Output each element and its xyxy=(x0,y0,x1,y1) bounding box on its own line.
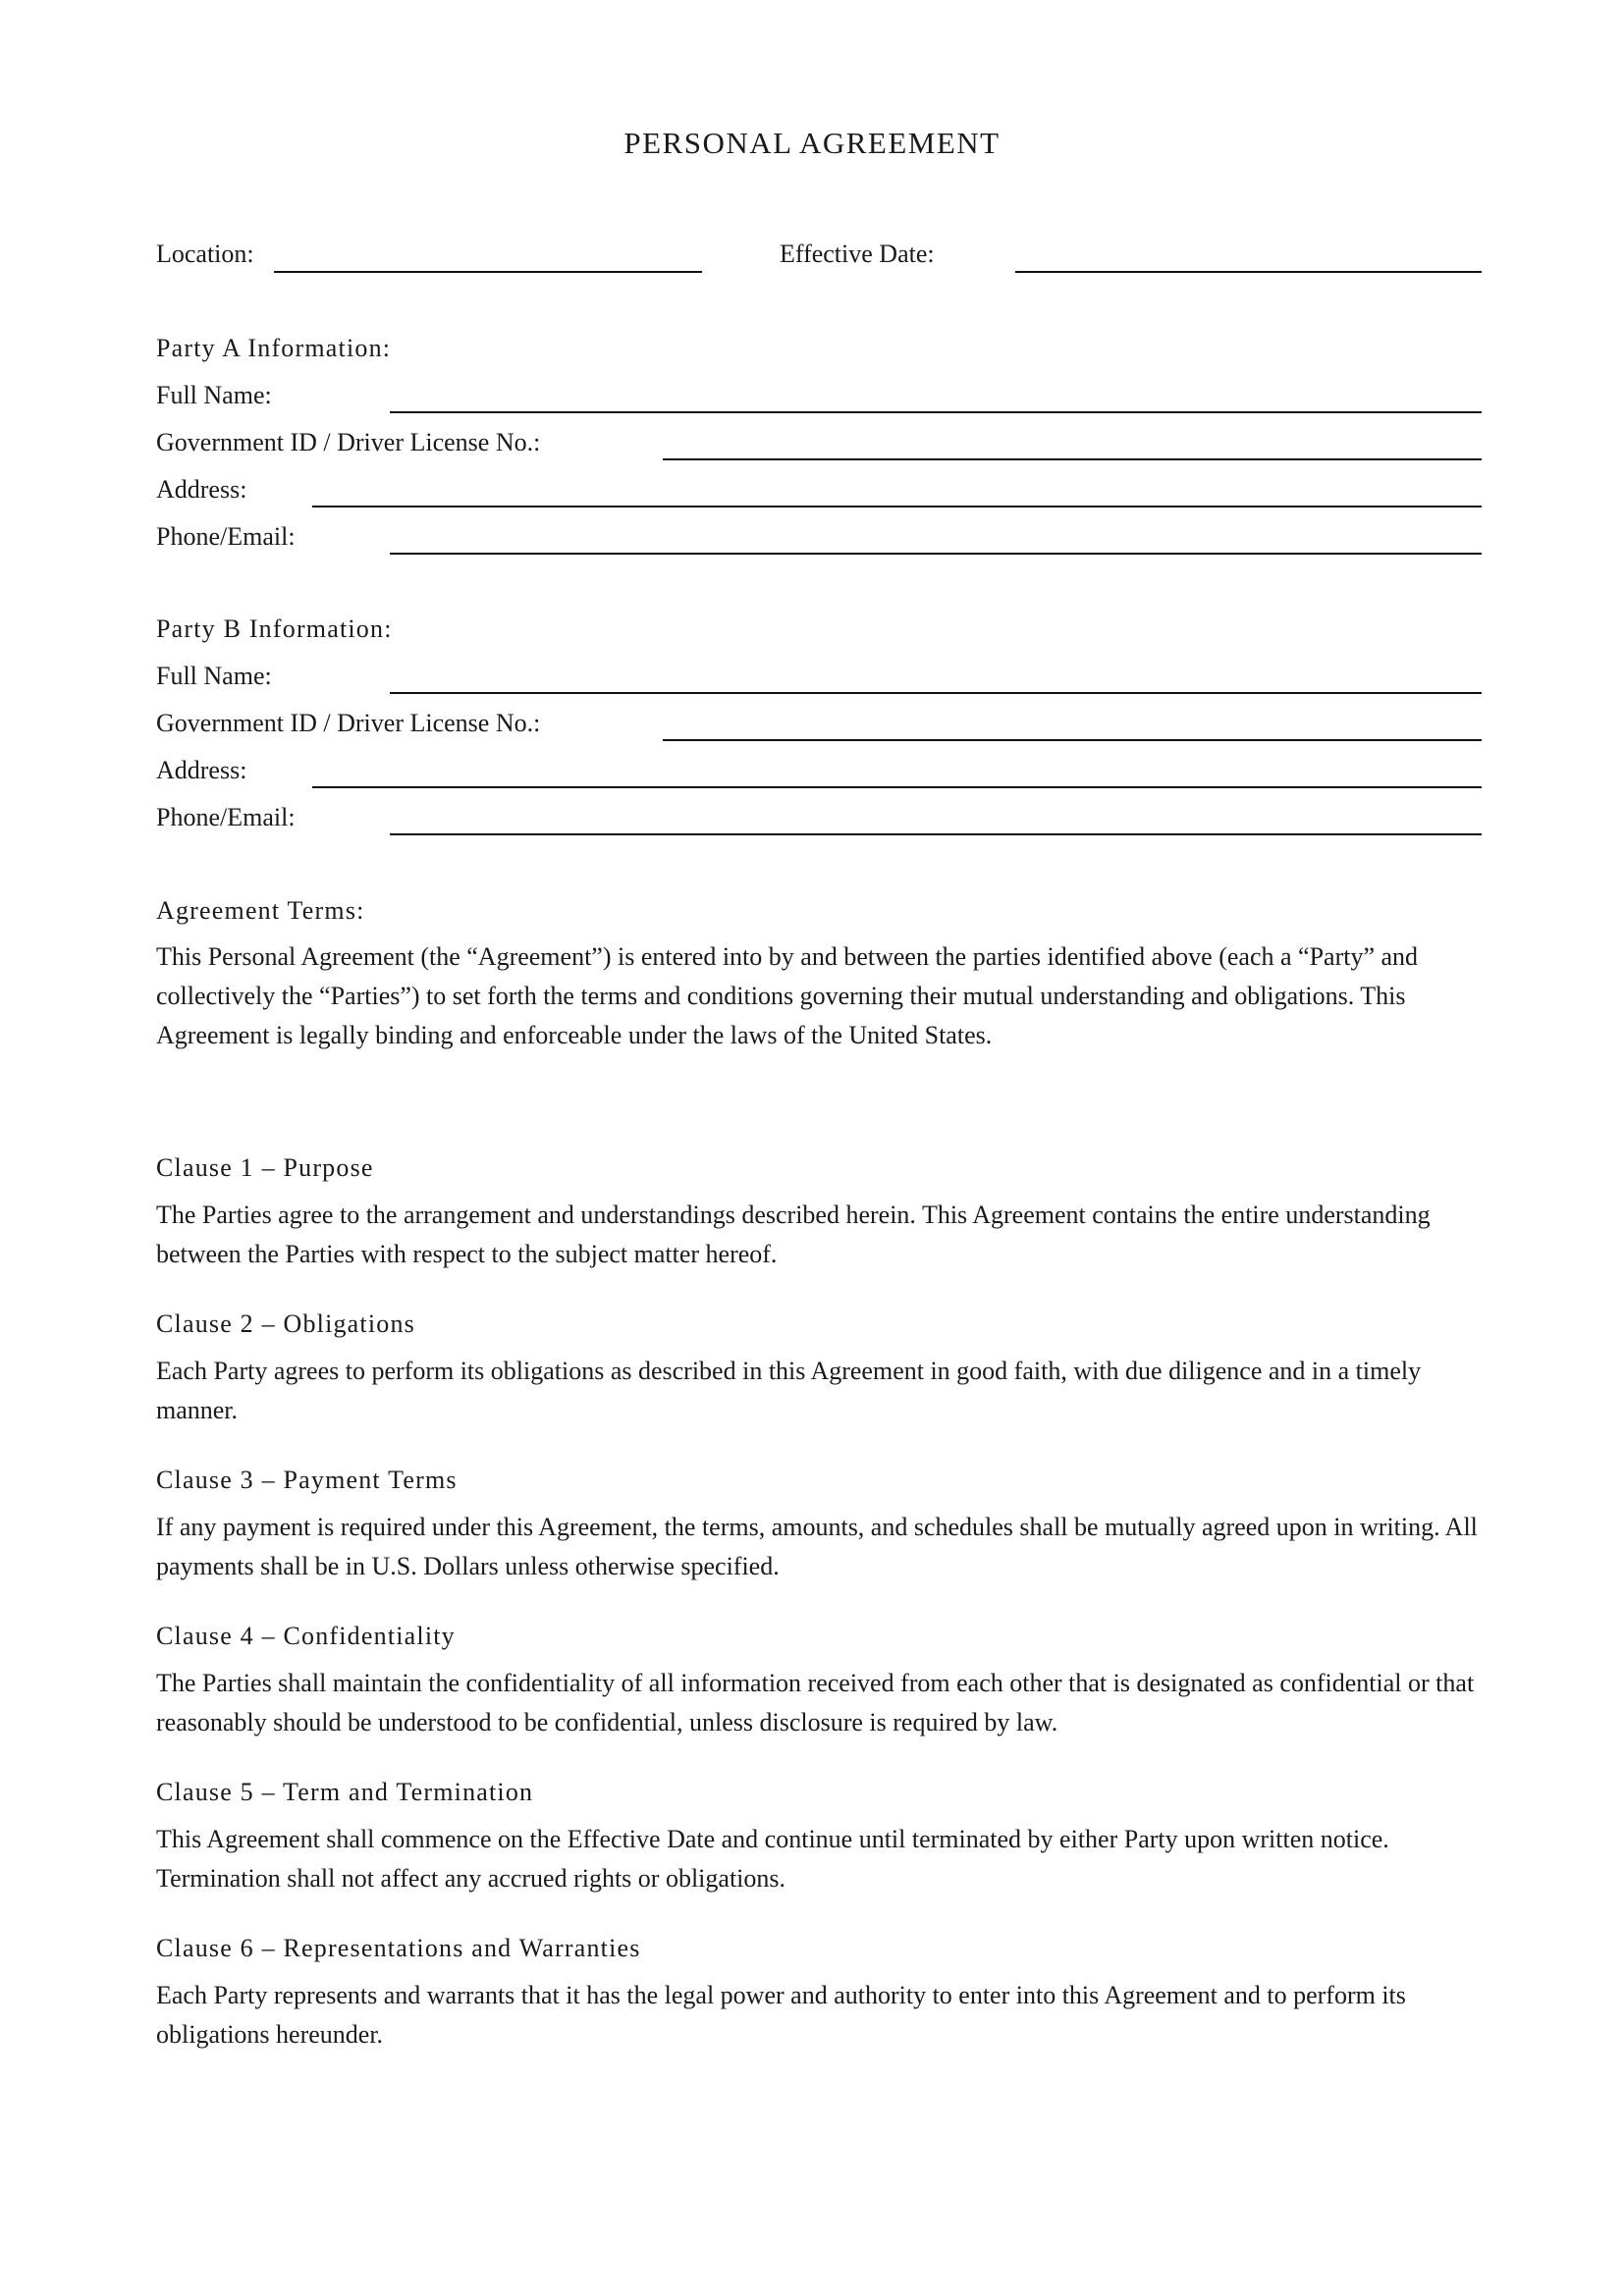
party-a-heading: Party A Information: xyxy=(156,334,392,362)
clause-1-heading: Clause 1 – Purpose xyxy=(156,1153,374,1182)
page-title: PERSONAL AGREEMENT xyxy=(623,126,1001,160)
clause-4-text: The Parties shall maintain the confidentiality of all information received from each other that is designated as confidential or that reasonably should be understood to be confidential, unless disclosure is required by law. xyxy=(156,1669,1475,1736)
location-field[interactable] xyxy=(274,271,702,273)
party-a-phone-email-label: Phone/Email: xyxy=(156,522,296,551)
party-a-full-name-field[interactable] xyxy=(390,411,1482,413)
clause-2-text: Each Party agrees to perform its obligations as described in this Agreement in good faith, with due diligence and in a timely manner. xyxy=(156,1357,1422,1424)
party-b-phone-email-field[interactable] xyxy=(390,833,1482,835)
party-b-full-name-label: Full Name: xyxy=(156,662,272,690)
party-b-phone-email-label: Phone/Email: xyxy=(156,803,296,831)
party-b-gov-id-field[interactable] xyxy=(663,739,1482,741)
party-b-heading: Party B Information: xyxy=(156,614,393,643)
effective-date-label: Effective Date: xyxy=(780,240,935,268)
party-a-phone-email-field[interactable] xyxy=(390,553,1482,555)
party-b-gov-id-label: Government ID / Driver License No.: xyxy=(156,709,541,737)
party-a-gov-id-label: Government ID / Driver License No.: xyxy=(156,428,541,456)
effective-date-field[interactable] xyxy=(1015,271,1482,273)
party-b-address-label: Address: xyxy=(156,756,247,784)
location-label: Location: xyxy=(156,240,254,268)
clause-2-heading: Clause 2 – Obligations xyxy=(156,1309,415,1338)
party-a-full-name-label: Full Name: xyxy=(156,381,272,409)
clause-6-heading: Clause 6 – Representations and Warranties xyxy=(156,1934,641,1962)
party-a-address-label: Address: xyxy=(156,475,247,504)
agreement-terms-heading: Agreement Terms: xyxy=(156,896,365,925)
clause-5-heading: Clause 5 – Term and Termination xyxy=(156,1778,534,1806)
clause-4-heading: Clause 4 – Confidentiality xyxy=(156,1622,456,1650)
clause-5-text: This Agreement shall commence on the Effective Date and continue until terminated by either Party upon written notice. Termination shall not affect any accrued rights or obligations. xyxy=(156,1825,1389,1893)
clause-1-text: The Parties agree to the arrangement and understandings described herein. This Agreement contains the entire understanding between the Parties with respect to the subject matter hereof. xyxy=(156,1201,1431,1268)
party-a-address-field[interactable] xyxy=(312,506,1482,507)
party-b-full-name-field[interactable] xyxy=(390,692,1482,694)
agreement-terms-text: This Personal Agreement (the “Agreement”) is entered into by and between the parties identified above (each a “Party” and collectively the “Parties”) to set forth the terms and conditions governing their mutual understanding and obligations. This Agreement is legally binding and enforceable under the laws of the United States. xyxy=(156,942,1419,1049)
clause-3-heading: Clause 3 – Payment Terms xyxy=(156,1466,458,1494)
clause-3-text: If any payment is required under this Agreement, the terms, amounts, and schedules shall be mutually agreed upon in writing. All payments shall be in U.S. Dollars unless otherwise specified. xyxy=(156,1513,1478,1580)
party-a-gov-id-field[interactable] xyxy=(663,458,1482,460)
clause-6-text: Each Party represents and warrants that it has the legal power and authority to enter into this Agreement and to perform its obligations hereunder. xyxy=(156,1981,1406,2049)
party-b-address-field[interactable] xyxy=(312,786,1482,788)
